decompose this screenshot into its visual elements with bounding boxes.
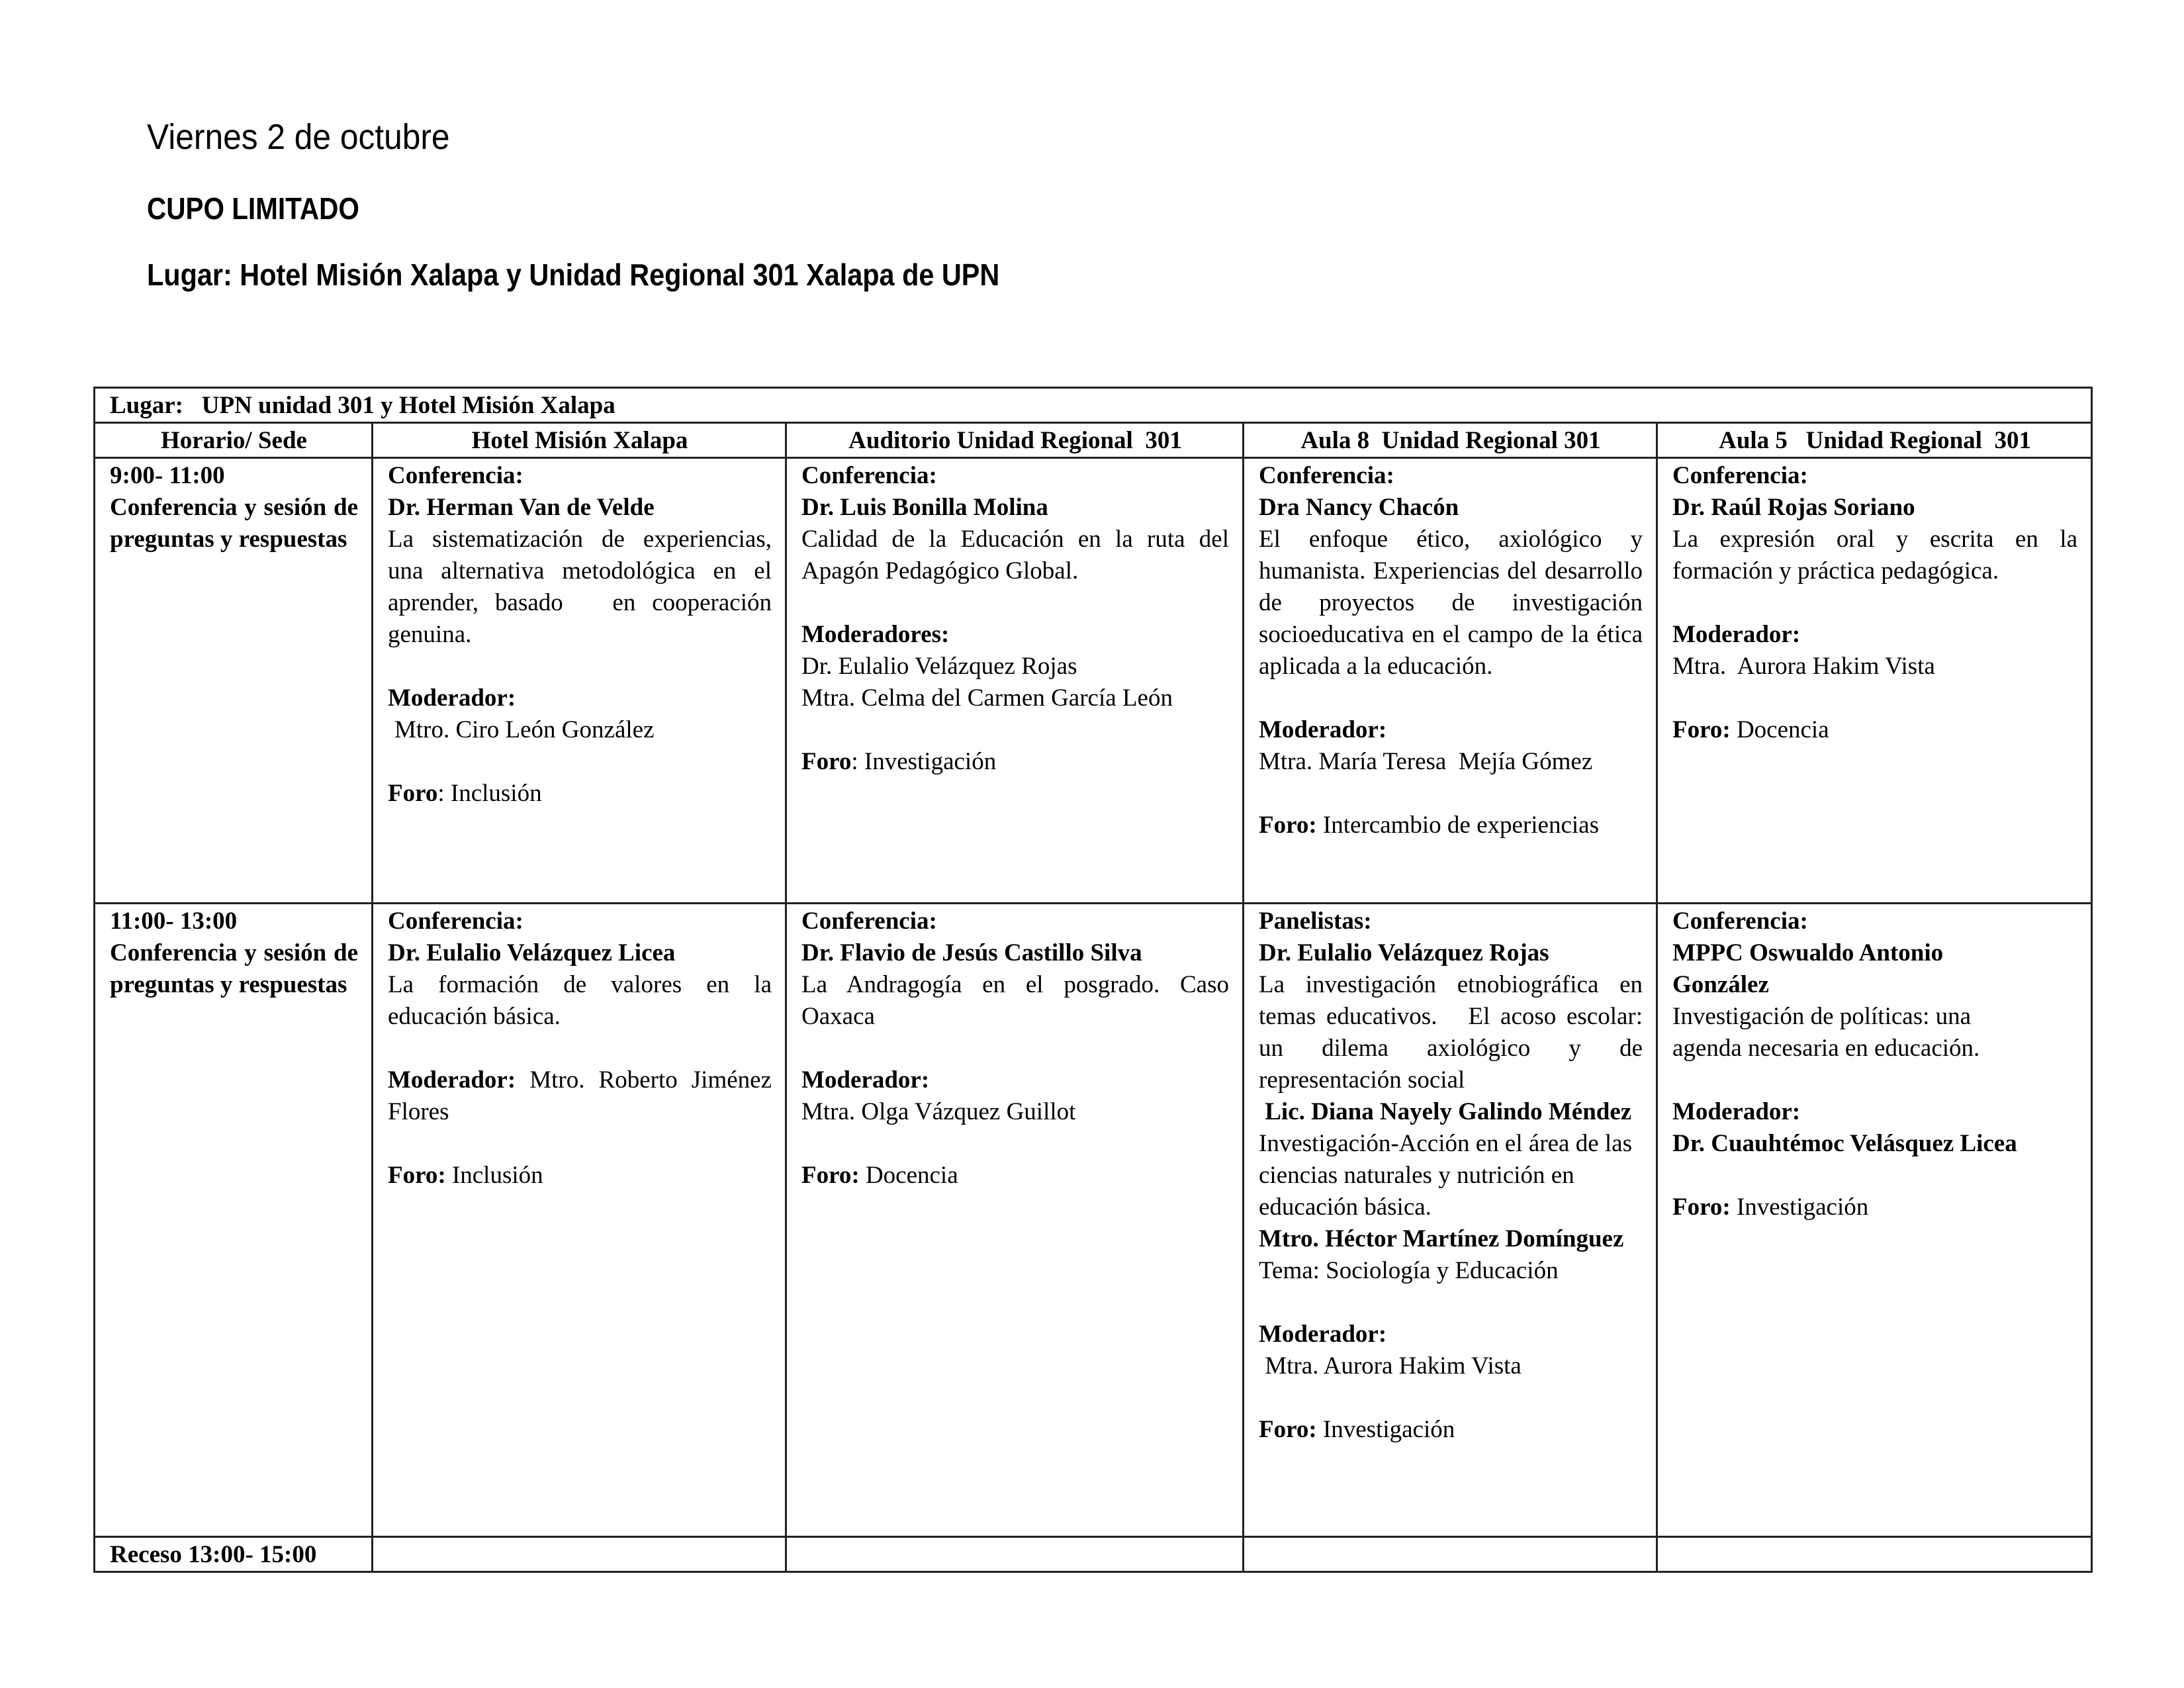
session-cell bbox=[1657, 458, 2092, 904]
foro-value: : Inclusión bbox=[437, 780, 542, 807]
moderator-label: Moderador: bbox=[1259, 1321, 1387, 1348]
schedule-table bbox=[93, 387, 2093, 1573]
venue-heading: Lugar: Hotel Misión Xalapa y Unidad Regional 301 Xalapa de UPN bbox=[147, 258, 1000, 292]
session-type: Panelistas: bbox=[1259, 908, 1372, 935]
foro-label: Foro bbox=[388, 780, 438, 807]
foro-line bbox=[1259, 1414, 1643, 1446]
time-slot: 9:00- 11:00 bbox=[110, 462, 225, 489]
moderator-name: Dr. Eulalio Velázquez Rojas bbox=[801, 653, 1077, 680]
moderator-name: Mtra. Celma del Carmen García León bbox=[801, 684, 1173, 712]
session-title: La formación de valores en la educación básica. bbox=[388, 971, 772, 1030]
moderator-name: Mtra. Aurora Hakim Vista bbox=[1259, 1352, 1522, 1380]
foro-label: Foro: bbox=[1672, 716, 1731, 743]
speaker-name: Dr. Eulalio Velázquez Licea bbox=[388, 939, 676, 966]
panelist-name: Lic. Diana Nayely Galindo Méndez bbox=[1259, 1098, 1632, 1125]
speaker-name: Dra Nancy Chacón bbox=[1259, 494, 1459, 521]
session-type: Conferencia: bbox=[388, 908, 523, 935]
empty-cell bbox=[1657, 1537, 2092, 1572]
table-row bbox=[95, 904, 2092, 1537]
session-cell bbox=[1244, 904, 1657, 1537]
foro-label: Foro: bbox=[388, 1162, 446, 1189]
moderator-label: Moderador: bbox=[1672, 1098, 1801, 1125]
moderator-line bbox=[388, 1064, 772, 1128]
foro-label: Foro bbox=[801, 748, 852, 775]
foro-value: Intercambio de experiencias bbox=[1316, 812, 1600, 839]
foro-line bbox=[388, 1160, 772, 1192]
foro-line bbox=[801, 746, 1229, 778]
foro-label: Foro: bbox=[1259, 1416, 1317, 1443]
moderator-label: Moderadores: bbox=[801, 621, 950, 648]
session-type: Conferencia: bbox=[801, 462, 937, 489]
foro-line bbox=[1259, 810, 1643, 841]
lugar-cell: Lugar: UPN unidad 301 y Hotel Misión Xalapa bbox=[95, 388, 2092, 423]
moderator-name: Mtra. María Teresa Mejía Gómez bbox=[1259, 748, 1593, 775]
session-cell bbox=[373, 904, 786, 1537]
session-cell bbox=[786, 904, 1244, 1537]
moderator-name: Mtra. Aurora Hakim Vista bbox=[1672, 653, 1935, 680]
foro-value: Inclusión bbox=[445, 1162, 543, 1189]
session-type: Conferencia: bbox=[801, 908, 937, 935]
foro-label: Foro: bbox=[1259, 812, 1317, 839]
speaker-name: Dr. Herman Van de Velde bbox=[388, 494, 655, 521]
receso-cell: Receso 13:00- 15:00 bbox=[95, 1537, 373, 1572]
panelist-topic: Tema: Sociología y Educación bbox=[1259, 1257, 1559, 1284]
moderator-label: Moderador: bbox=[388, 684, 516, 712]
foro-value: Docencia bbox=[1730, 716, 1829, 743]
moderator-name: Mtro. Ciro León González bbox=[394, 716, 655, 743]
moderator-label: Moderador: bbox=[1672, 621, 1801, 648]
foro-value: Docencia bbox=[859, 1162, 958, 1189]
foro-line bbox=[1672, 1192, 2077, 1223]
column-header-aula-5: Aula 5 Unidad Regional 301 bbox=[1657, 423, 2092, 458]
table-row-receso bbox=[95, 1537, 2092, 1572]
moderator-label: Moderador: bbox=[1259, 716, 1387, 743]
time-slot-cell bbox=[95, 458, 373, 904]
table-row-lugar bbox=[95, 388, 2092, 423]
time-slot: 11:00- 13:00 bbox=[110, 908, 238, 935]
moderator-label: Moderador: bbox=[388, 1066, 516, 1094]
moderator-label: Moderador: bbox=[801, 1066, 930, 1094]
column-header-horario: Horario/ Sede bbox=[95, 423, 373, 458]
speaker-name: Dr. Luis Bonilla Molina bbox=[801, 494, 1048, 521]
column-header-auditorio: Auditorio Unidad Regional 301 bbox=[786, 423, 1244, 458]
session-type: Conferencia: bbox=[1672, 908, 1808, 935]
session-type: Conferencia: bbox=[1259, 462, 1394, 489]
speaker-name: MPPC Oswualdo Antonio González bbox=[1672, 939, 1944, 998]
foro-label: Foro: bbox=[1672, 1194, 1731, 1221]
session-cell bbox=[1657, 904, 2092, 1537]
foro-value: Investigación bbox=[1316, 1416, 1455, 1443]
time-slot-cell bbox=[95, 904, 373, 1537]
foro-value: Investigación bbox=[1730, 1194, 1869, 1221]
panelist-name: Mtro. Héctor Martínez Domínguez bbox=[1259, 1225, 1624, 1252]
session-title: La Andragogía en el posgrado. Caso Oaxaca bbox=[801, 971, 1229, 1030]
table-row bbox=[95, 458, 2092, 904]
moderator-name: Dr. Cuauhtémoc Velásquez Licea bbox=[1672, 1130, 2017, 1157]
panelist-topic: La investigación etnobiográfica en temas educativos. El acoso escolar: un dilema axiológico y de representación social bbox=[1259, 971, 1649, 1094]
column-header-aula-8: Aula 8 Unidad Regional 301 bbox=[1244, 423, 1657, 458]
session-type: Conferencia: bbox=[388, 462, 523, 489]
session-title: El enfoque ético, axiológico y humanista. Experiencias del desarrollo de proyectos de investigación socioeducativa en el campo de la ética aplicada a la educación. bbox=[1259, 526, 1643, 680]
session-cell bbox=[373, 458, 786, 904]
activity-description: Conferencia y sesión de preguntas y respuestas bbox=[110, 494, 358, 553]
activity-description: Conferencia y sesión de preguntas y respuestas bbox=[110, 939, 358, 998]
session-cell bbox=[786, 458, 1244, 904]
foro-label: Foro: bbox=[801, 1162, 860, 1189]
panelist-name: Dr. Eulalio Velázquez Rojas bbox=[1259, 939, 1549, 966]
table-header-row bbox=[95, 423, 2092, 458]
empty-cell bbox=[1244, 1537, 1657, 1572]
session-title: La expresión oral y escrita en la formación y práctica pedagógica. bbox=[1672, 526, 2078, 585]
column-header-hotel: Hotel Misión Xalapa bbox=[373, 423, 786, 458]
speaker-name: Dr. Raúl Rojas Soriano bbox=[1672, 494, 1915, 521]
session-cell bbox=[1244, 458, 1657, 904]
session-title: Investigación de políticas: una agenda necesaria en educación. bbox=[1672, 1003, 1980, 1062]
foro-line bbox=[388, 778, 772, 810]
panelist-topic: Investigación-Acción en el área de las ciencias naturales y nutrición en educación básica. bbox=[1259, 1130, 1632, 1221]
foro-value: : Investigación bbox=[851, 748, 997, 775]
session-type: Conferencia: bbox=[1672, 462, 1808, 489]
foro-line bbox=[1672, 714, 2077, 746]
empty-cell bbox=[786, 1537, 1244, 1572]
speaker-name: Dr. Flavio de Jesús Castillo Silva bbox=[801, 939, 1142, 966]
session-title: Calidad de la Educación en la ruta del Apagón Pedagógico Global. bbox=[801, 526, 1229, 585]
empty-cell bbox=[373, 1537, 786, 1572]
limited-capacity-notice: CUPO LIMITADO bbox=[147, 191, 359, 226]
moderator-name: Mtro. Roberto Jiménez Flores bbox=[388, 1066, 772, 1125]
session-title: La sistematización de experiencias, una alternativa metodológica en el aprender, basado en cooperación genuina. bbox=[388, 526, 778, 648]
moderator-name: Mtra. Olga Vázquez Guillot bbox=[801, 1098, 1076, 1125]
page-title-day: Viernes 2 de octubre bbox=[147, 117, 450, 157]
foro-line bbox=[801, 1160, 1229, 1192]
